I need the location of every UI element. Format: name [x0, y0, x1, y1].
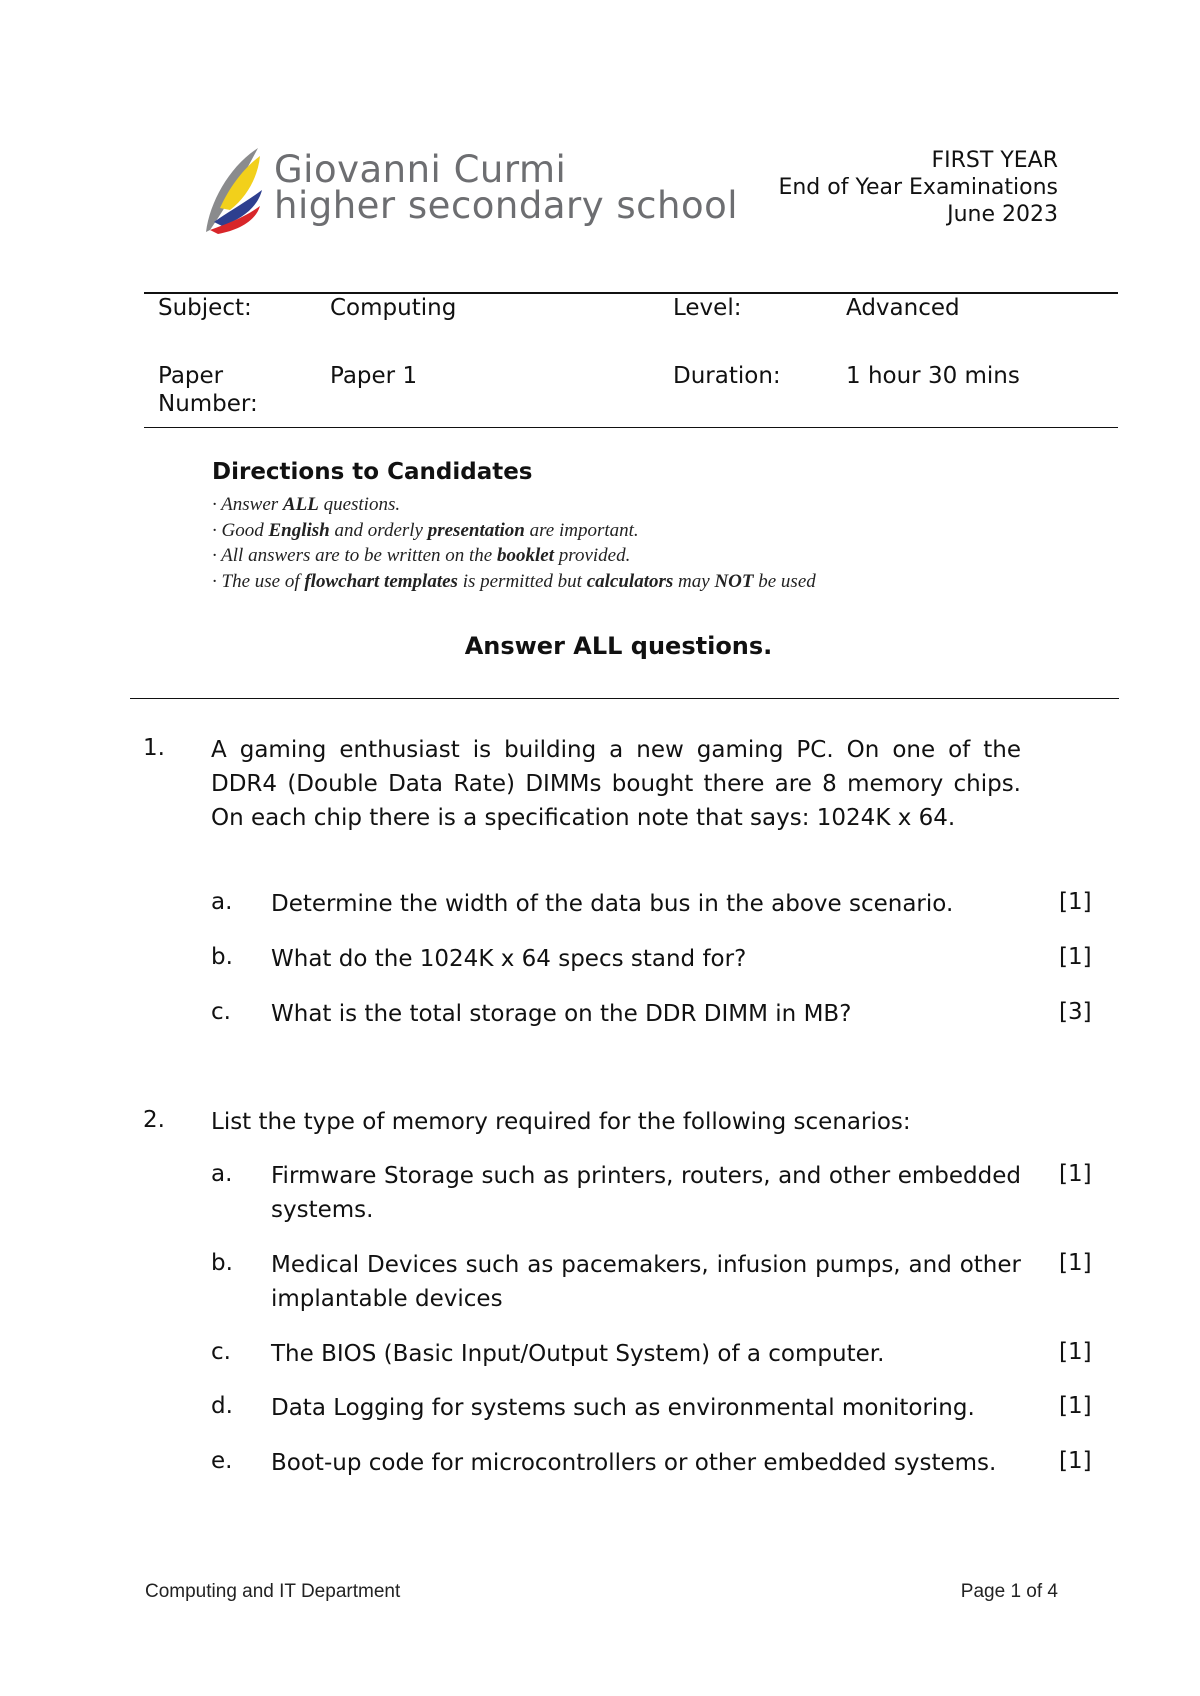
question-text: A gaming enthusiast is building a new gaming PC. On one of the DDR4 (Double Data Rate) DIMMs bought there are 8 memory chips. On each chip there is a specification note that says: 1024K x 64.	[211, 737, 1021, 831]
exam-title: End of Year Examinations	[778, 175, 1058, 200]
subject-label: Subject:	[158, 295, 252, 321]
part-marks: [1]	[1059, 1250, 1092, 1276]
part-marks: [1]	[1059, 1393, 1092, 1419]
duration-value: 1 hour 30 mins	[846, 363, 1020, 389]
answer-all-heading: Answer ALL questions.	[464, 632, 773, 660]
part-marks: [1]	[1059, 944, 1092, 970]
part-text: Determine the width of the data bus in the above scenario.	[271, 891, 954, 917]
school-name-line2: higher secondary school	[274, 184, 739, 227]
part-label: e.	[211, 1448, 233, 1474]
direction-item: · Good English and orderly presentation are important.	[212, 519, 639, 541]
part-text: Firmware Storage such as printers, routers, and other embedded systems.	[271, 1163, 1021, 1223]
exam-info	[778, 147, 1058, 228]
part-label: c.	[211, 1339, 231, 1365]
feather-logo-icon	[200, 146, 264, 236]
part-text: Boot-up code for microcontrollers or other embedded systems.	[271, 1450, 997, 1476]
question-number: 1.	[143, 735, 165, 761]
part-marks: [1]	[1059, 1448, 1092, 1474]
subject-value: Computing	[330, 295, 457, 321]
directions-list	[212, 492, 816, 594]
duration-label: Duration:	[673, 363, 781, 389]
section-divider	[130, 698, 1119, 699]
paper-value: Paper 1	[330, 363, 418, 389]
table-bottom-rule	[144, 427, 1118, 428]
part-text: The BIOS (Basic Input/Output System) of a computer.	[271, 1341, 885, 1367]
direction-item: · Answer ALL questions.	[212, 494, 401, 515]
part-text: Data Logging for systems such as environmental monitoring.	[271, 1395, 975, 1421]
direction-item: · All answers are to be written on the booklet provided.	[212, 545, 631, 566]
exam-date: June 2023	[947, 202, 1058, 227]
part-marks: [3]	[1059, 999, 1092, 1025]
paper-label-line1: Paper	[158, 363, 224, 389]
part-label: a.	[211, 1161, 233, 1187]
exam-year: FIRST YEAR	[931, 148, 1058, 173]
question-text: List the type of memory required for the following scenarios:	[211, 1109, 911, 1135]
level-label: Level:	[673, 295, 742, 321]
direction-item: · The use of flowchart templates is permitted but calculators may NOT be used	[212, 570, 816, 592]
table-top-rule	[144, 292, 1118, 294]
part-label: b.	[211, 944, 233, 970]
part-marks: [1]	[1059, 1339, 1092, 1365]
part-text: Medical Devices such as pacemakers, infusion pumps, and other implantable devices	[271, 1252, 1021, 1312]
part-label: b.	[211, 1250, 233, 1276]
paper-label-line2: Number:	[158, 391, 258, 417]
part-marks: [1]	[1059, 1161, 1092, 1187]
part-text: What is the total storage on the DDR DIMM in MB?	[271, 1001, 852, 1027]
school-logo	[200, 140, 739, 240]
footer-page-number: Page 1 of 4	[960, 1581, 1058, 1602]
part-text: What do the 1024K x 64 specs stand for?	[271, 946, 747, 972]
part-label: d.	[211, 1393, 233, 1419]
level-value: Advanced	[846, 295, 960, 321]
part-label: a.	[211, 889, 233, 915]
part-label: c.	[211, 999, 231, 1025]
school-name-line1: Giovanni Curmi	[274, 148, 567, 191]
directions-title: Directions to Candidates	[212, 459, 533, 485]
question-number: 2.	[143, 1107, 165, 1133]
footer-department: Computing and IT Department	[145, 1581, 401, 1602]
part-marks: [1]	[1059, 889, 1092, 915]
